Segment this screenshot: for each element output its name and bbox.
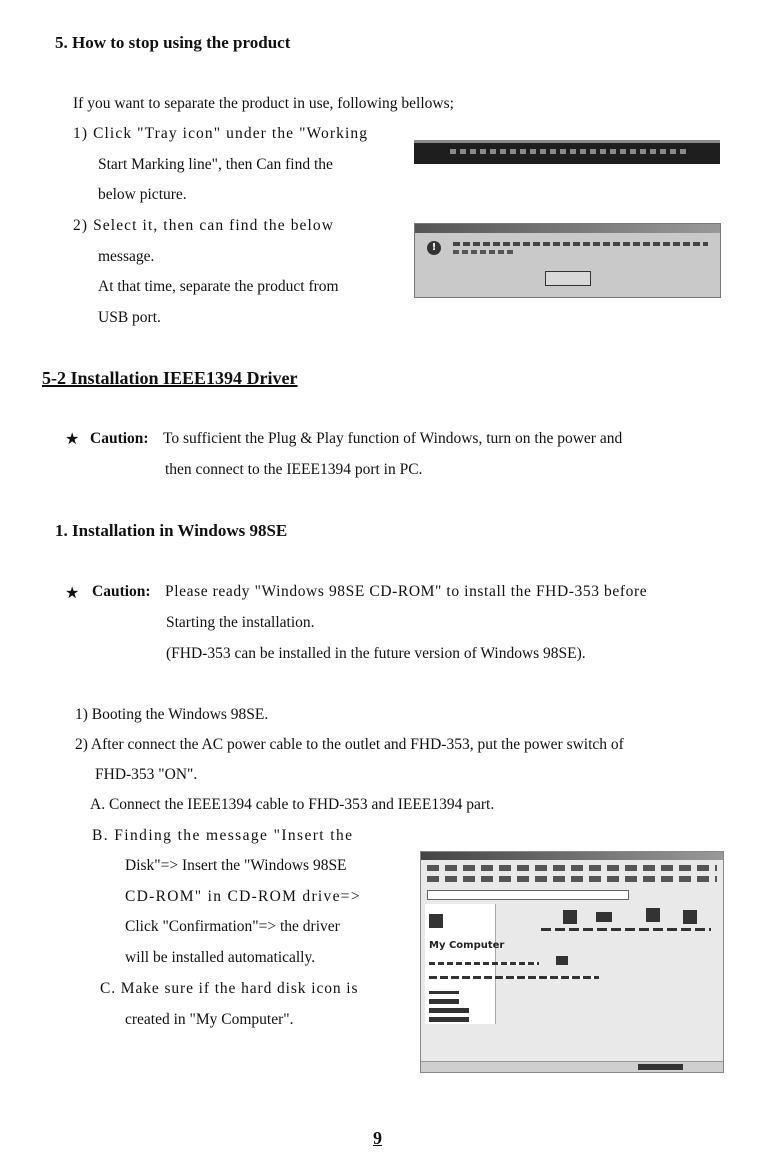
step-text: FHD-353 "ON". (95, 766, 198, 783)
step-text: 1) Click "Tray icon" under the "Working (73, 125, 369, 142)
step-text: Start Marking line", then Can find the (98, 156, 333, 173)
ok-button (545, 271, 591, 286)
caution-text: then connect to the IEEE1394 port in PC. (165, 461, 423, 478)
warning-icon: ! (427, 241, 441, 255)
step-text: will be installed automatically. (125, 949, 316, 966)
section-heading: 5. How to stop using the product (55, 33, 291, 52)
caution-text: Starting the installation. (166, 614, 315, 631)
step-text: 2) After connect the AC power cable to the outlet and FHD-353, put the power switch of (75, 736, 624, 753)
step-text: B. Finding the message "Insert the (92, 827, 354, 844)
step-text: created in "My Computer". (125, 1011, 294, 1028)
step-text: C. Make sure if the hard disk icon is (100, 980, 359, 997)
caution-label: Caution: (90, 430, 149, 447)
caution-label: Caution: (92, 583, 151, 600)
caution-text: To sufficient the Plug & Play function of Windows, turn on the power and (163, 430, 623, 447)
drive-icon (563, 910, 577, 924)
star-icon: ★ (65, 585, 80, 602)
step-text: 1) Booting the Windows 98SE. (75, 706, 269, 723)
section-heading: 1. Installation in Windows 98SE (55, 521, 288, 540)
step-text: At that time, separate the product from (98, 278, 339, 295)
page-number: 9 (373, 1128, 382, 1148)
step-text: Disk"=> Insert the "Windows 98SE (125, 857, 347, 874)
my-computer-screenshot (420, 851, 724, 1073)
computer-icon (429, 914, 443, 928)
my-computer-label: My Computer (429, 940, 505, 951)
step-text: CD-ROM" in CD-ROM drive=> (125, 888, 361, 905)
step-text: A. Connect the IEEE1394 cable to FHD-353 and IEEE1394 part. (90, 796, 495, 813)
step-text: USB port. (98, 309, 161, 326)
intro-text: If you want to separate the product in use, following bellows; (73, 95, 454, 112)
drive-icon (556, 956, 568, 965)
step-text: below picture. (98, 186, 187, 203)
star-icon: ★ (65, 431, 80, 448)
drive-icon (596, 912, 612, 922)
step-text: 2) Select it, then can find the below (73, 217, 335, 234)
caution-text: (FHD-353 can be installed in the future version of Windows 98SE). (166, 645, 586, 662)
caution-text: Please ready "Windows 98SE CD-ROM" to install the FHD-353 before (165, 583, 648, 600)
section-title: 5-2 Installation IEEE1394 Driver (42, 368, 298, 388)
drive-icon (646, 908, 660, 922)
safe-removal-dialog-screenshot (414, 223, 721, 298)
step-text: message. (98, 248, 155, 265)
step-text: Click "Confirmation"=> the driver (125, 918, 340, 935)
drive-icon (683, 910, 697, 924)
tray-bar-screenshot (414, 140, 720, 164)
